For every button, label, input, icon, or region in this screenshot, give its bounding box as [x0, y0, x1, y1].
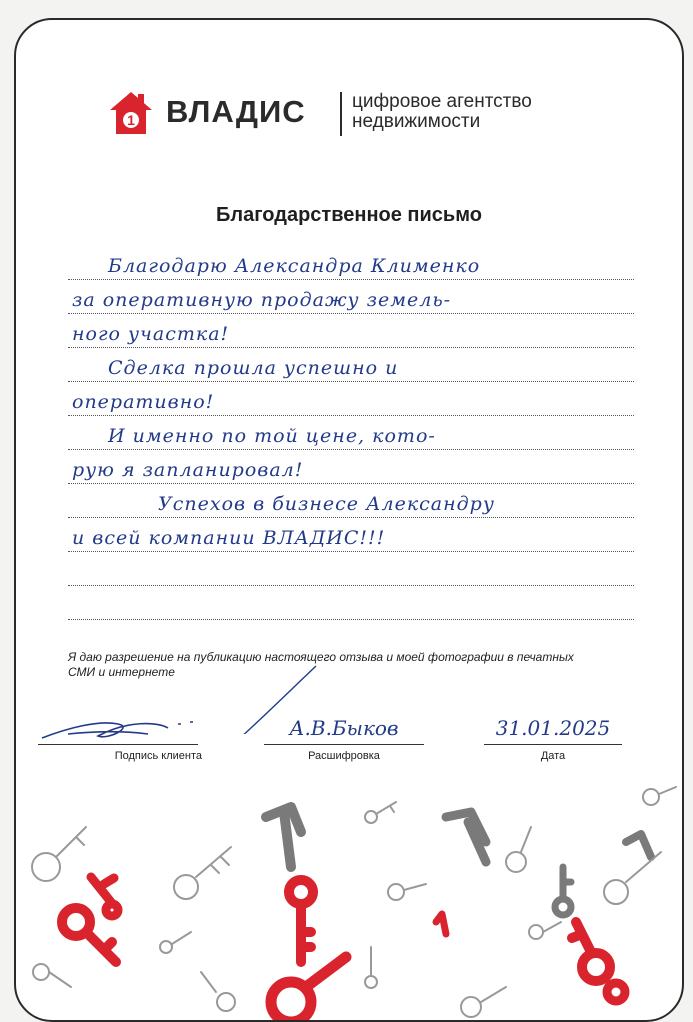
key-icon [174, 847, 231, 899]
date-caption: Дата [540, 750, 566, 762]
handwritten-text: рую я запланировал! [72, 459, 304, 481]
key-icon [365, 802, 396, 823]
key-icon [529, 922, 561, 939]
signature-line [38, 744, 198, 745]
letter-line [68, 450, 634, 484]
key-icon [555, 867, 571, 915]
handwritten-text: оперативно! [72, 391, 215, 413]
letter-title: Благодарственное письмо [216, 204, 482, 226]
decoding-caption: Расшифровка [308, 750, 380, 762]
key-icon [33, 964, 71, 987]
brand-name: ВЛАДИС [166, 94, 306, 129]
date-field [484, 710, 622, 770]
key-icon [604, 852, 661, 904]
letter-line [68, 348, 634, 382]
letter-line [68, 314, 634, 348]
permission-statement: Я даю разрешение на публикацию настоящего отзыва и моей фотографии в печатных СМИ и интернете [68, 650, 574, 679]
key-icon [572, 922, 610, 981]
handwritten-text: Благодарю Александра Клименко [108, 255, 481, 277]
letter-line [68, 586, 634, 620]
logo-divider [340, 92, 342, 136]
decoding-value: А.В.Быков [289, 716, 399, 740]
key-icon [436, 914, 446, 934]
key-icon [643, 787, 676, 805]
client-signature-caption: Подпись клиента [114, 750, 202, 762]
key-icon [626, 834, 651, 857]
tagline-line-2: недвижимости [352, 111, 481, 132]
key-icon [201, 972, 235, 1011]
client-signature-field [38, 710, 202, 770]
key-icon [160, 932, 191, 953]
brand-tagline [352, 92, 532, 132]
key-icon [91, 877, 118, 916]
letter-body [68, 246, 634, 620]
key-icon [289, 880, 313, 962]
handwritten-text: Успехов в бизнесе Александру [158, 493, 495, 515]
letter-line [68, 518, 634, 552]
letter-line [68, 246, 634, 280]
client-signature-icon [38, 710, 198, 746]
key-icon [607, 983, 625, 1001]
letter-line [68, 484, 634, 518]
handwritten-text: и всей компании ВЛАДИС!!! [72, 527, 386, 549]
svg-text:1: 1 [127, 112, 135, 128]
key-icon [32, 827, 86, 881]
signature-block [16, 710, 682, 780]
decoding-field [264, 710, 424, 770]
key-icon [506, 827, 531, 872]
key-icon [271, 957, 346, 1022]
key-icon [365, 947, 377, 988]
key-icon [388, 884, 426, 900]
key-icon [461, 987, 506, 1017]
letter-line [68, 382, 634, 416]
keys-decoration [16, 772, 682, 1022]
key-icon [266, 807, 301, 867]
house-logo-icon [108, 90, 154, 136]
letter-line [68, 552, 634, 586]
letter-sheet [14, 18, 684, 1022]
vladis-logo [108, 86, 608, 148]
handwritten-text: И именно по той цене, кото- [108, 425, 436, 447]
tagline-line-1: цифровое агентство [352, 91, 532, 112]
handwritten-text: Сделка прошла успешно и [108, 357, 399, 379]
letter-line [68, 280, 634, 314]
letter-line [68, 416, 634, 450]
date-value: 31.01.2025 [495, 716, 611, 740]
handwritten-text: за оперативную продажу земель- [72, 289, 452, 311]
date-line [484, 744, 622, 745]
handwritten-text: ного участка! [72, 323, 230, 345]
decoding-line [264, 744, 424, 745]
key-icon [446, 812, 486, 862]
